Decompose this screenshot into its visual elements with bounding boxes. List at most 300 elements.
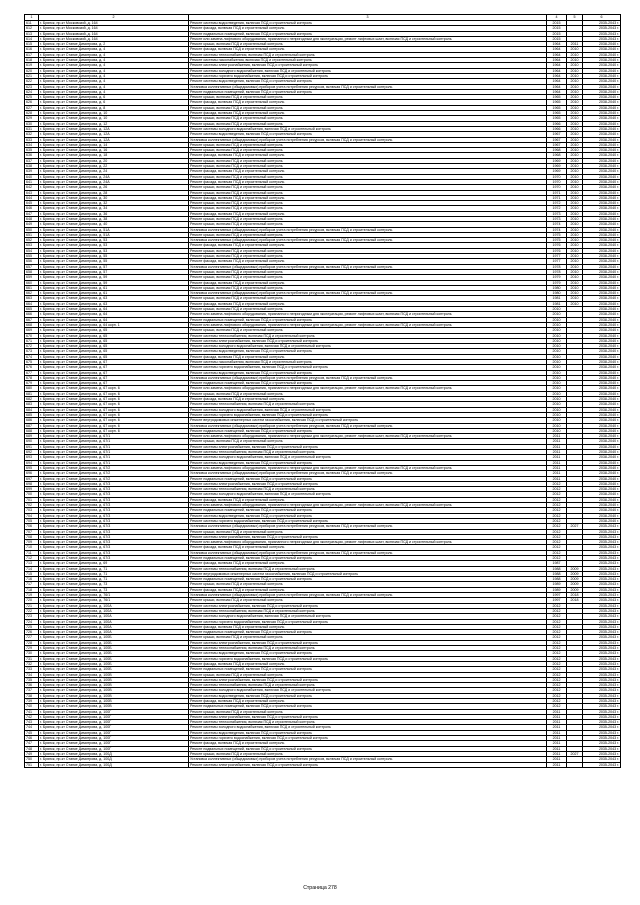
period-cell: 2035-2043 г. xyxy=(583,656,621,661)
work-type-cell: Ремонт подвальных помещений, включая ПСД и строительный контроль xyxy=(189,381,547,386)
build-year-cell: 2012 xyxy=(547,683,567,688)
build-year-cell: 1969 xyxy=(547,164,567,169)
work-type-cell: Ремонт системы теплоснабжения, включая ПСД и строительный контроль xyxy=(189,487,547,492)
header-cell: 4 xyxy=(547,15,567,21)
page-number: Страница 278 xyxy=(303,885,337,891)
work-type-cell: Ремонт фасада, включая ПСД и строительный контроль xyxy=(189,497,547,502)
period-cell: 2038-2040 г. xyxy=(583,52,621,57)
build-year-cell: 1972 xyxy=(547,201,567,206)
period-cell: 2035-2043 г. xyxy=(583,640,621,645)
work-type-cell: Установка коллективных (общедомовых) приборов учета потребления ресурсов, включая ПСД и строительный контроль xyxy=(189,137,547,142)
period-cell: 2035-2043 г. xyxy=(583,577,621,582)
row-number: 636 xyxy=(25,153,39,158)
work-type-cell: Ремонт подвальных помещений, включая ПСД и строительный контроль xyxy=(189,508,547,513)
period-cell: 2038-2040 г. xyxy=(583,238,621,243)
address-cell: г. Брянск, пр-кт Станке Димитрова, д. 67/1 xyxy=(39,460,189,465)
address-cell: г. Брянск, пр-кт Станке Димитрова, д. 12 xyxy=(39,121,189,126)
period-cell: 2035-2043 г. xyxy=(583,762,621,767)
work-type-cell: Ремонт подвальных помещений, включая ПСД и строительный контроль xyxy=(189,746,547,751)
address-cell: г. Брянск, пр-кт Станке Димитрова, д. 4 xyxy=(39,89,189,94)
work-type-cell: Ремонт фасада, включая ПСД и строительный контроль xyxy=(189,280,547,285)
period-cell: 2038-2040 г. xyxy=(583,269,621,274)
work-type-cell: Ремонт крыши, включая ПСД и строительный контроль xyxy=(189,391,547,396)
build-year-cell: 1966 xyxy=(547,121,567,126)
work-type-cell: Ремонт фасада, включая ПСД и строительный контроль xyxy=(189,179,547,184)
address-cell: г. Брянск, пр-кт Станке Димитрова, д. 4 xyxy=(39,84,189,89)
row-number: 715 xyxy=(25,571,39,576)
address-cell: г. Брянск, пр-кт Станке Димитрова, д. 100Г xyxy=(39,714,189,719)
build-year-cell: 1978 xyxy=(547,269,567,274)
address-cell: г. Брянск, пр-кт Станке Димитрова, д. 38 xyxy=(39,216,189,221)
build-year-cell: 1969 xyxy=(547,158,567,163)
row-number: 699 xyxy=(25,487,39,492)
work-type-cell: Ремонт системы горячего водоснабжения, включая ПСД и строительный контроль xyxy=(189,365,547,370)
row-number: 693 xyxy=(25,455,39,460)
build-year-cell: 2011 xyxy=(547,455,567,460)
work-type-cell: Ремонт или замена лифтового оборудования, признанного непригодным для эксплуатации, ремонт лифтовых шахт, включая ПСД и строительный контроль xyxy=(189,465,547,470)
repair-year-cell: 2010 xyxy=(567,275,583,280)
period-cell: 2038-2040 г. xyxy=(583,42,621,47)
repair-year-cell: 2010 xyxy=(567,190,583,195)
work-type-cell: Ремонт или замена лифтового оборудования, признанного непригодным для эксплуатации, ремонт лифтовых шахт, включая ПСД и строительный контроль xyxy=(189,434,547,439)
row-number: 648 xyxy=(25,216,39,221)
build-year-cell: 1971 xyxy=(547,190,567,195)
row-number: 712 xyxy=(25,555,39,560)
address-cell: г. Брянск, пр-кт Станке Димитрова, д. 67 корп. 6 xyxy=(39,386,189,391)
row-number: 721 xyxy=(25,603,39,608)
work-type-cell: Ремонт или замена лифтового оборудования, признанного непригодным для эксплуатации, ремонт лифтовых шахт, включая ПСД и строительный контроль xyxy=(189,386,547,391)
repair-year-cell: 2010 xyxy=(567,153,583,158)
build-year-cell: 2012 xyxy=(547,529,567,534)
build-year-cell: 2012 xyxy=(547,540,567,545)
build-year-cell: 2012 xyxy=(547,646,567,651)
work-type-cell: Ремонт системы теплоснабжения, включая ПСД и строительный контроль xyxy=(189,450,547,455)
repair-year-cell: 2010 xyxy=(567,164,583,169)
row-number: 716 xyxy=(25,577,39,582)
work-type-cell: Ремонт системы холодного водоснабжения, включая ПСД и строительный контроль xyxy=(189,688,547,693)
address-cell: г. Брянск, пр-кт Станке Димитрова, д. 73 xyxy=(39,582,189,587)
build-year-cell: 2012 xyxy=(547,513,567,518)
row-number: 655 xyxy=(25,254,39,259)
work-type-cell: Ремонт крыши, включая ПСД и строительный контроль xyxy=(189,158,547,163)
repair-year-cell: 2009 xyxy=(567,566,583,571)
build-year-cell: 1964 xyxy=(547,68,567,73)
work-type-cell: Ремонт системы горячего водоснабжения, включая ПСД и строительный контроль xyxy=(189,73,547,78)
row-number: 630 xyxy=(25,121,39,126)
row-number: 717 xyxy=(25,582,39,587)
build-year-cell: 2010 xyxy=(547,333,567,338)
work-type-cell: Установка коллективных (общедомовых) приборов учета потребления ресурсов, включая ПСД и строительный контроль xyxy=(189,264,547,269)
address-cell: г. Брянск, пр-кт Станке Димитрова, д. 67 корп. 6 xyxy=(39,412,189,417)
period-cell: 2035-2043 г. xyxy=(583,540,621,545)
address-cell: г. Брянск, пр-кт Станке Димитрова, д. 67/3 xyxy=(39,513,189,518)
period-cell: 2038-2040 г. xyxy=(583,89,621,94)
work-type-cell: Ремонт системы холодного водоснабжения, включая ПСД и строительный контроль xyxy=(189,344,547,349)
header-cell: 5 xyxy=(567,15,583,21)
work-type-cell: Ремонт крыши, включая ПСД и строительный контроль xyxy=(189,275,547,280)
period-cell: 2038-2040 г. xyxy=(583,285,621,290)
row-number: 737 xyxy=(25,688,39,693)
repair-year-cell: 2010 xyxy=(567,206,583,211)
row-number: 644 xyxy=(25,195,39,200)
period-cell: 2035-2043 г. xyxy=(583,608,621,613)
work-type-cell: Ремонт системы газоснабжения, включая ПСД и строительный контроль xyxy=(189,360,547,365)
header-cell: 1 xyxy=(25,15,39,21)
row-number: 684 xyxy=(25,407,39,412)
address-cell: г. Брянск, пр-кт Станке Димитрова, д. 64 xyxy=(39,317,189,322)
build-year-cell: 2010 xyxy=(547,381,567,386)
period-cell: 2035-2043 г. xyxy=(583,571,621,576)
address-cell: г. Брянск, пр-кт Станке Димитрова, д. 76/1 xyxy=(39,593,189,598)
row-number: 720 xyxy=(25,598,39,603)
build-year-cell: 1976 xyxy=(547,248,567,253)
row-number: 633 xyxy=(25,137,39,142)
registry-table-body xyxy=(25,15,621,768)
build-year-cell: 1978 xyxy=(547,264,567,269)
period-cell: 2035-2043 г. xyxy=(583,593,621,598)
period-cell: 2035-2043 г. xyxy=(583,545,621,550)
row-number: 657 xyxy=(25,264,39,269)
work-type-cell: Ремонт системы электроснабжения, включая ПСД и строительный контроль xyxy=(189,714,547,719)
repair-year-cell: 2011 xyxy=(567,42,583,47)
row-number: 748 xyxy=(25,746,39,751)
build-year-cell: 2012 xyxy=(547,550,567,555)
row-number: 663 xyxy=(25,296,39,301)
address-cell: г. Брянск, пр-кт Станке Димитрова, д. 67/3 xyxy=(39,540,189,545)
period-cell: 2038-2040 г. xyxy=(583,137,621,142)
row-number: 667 xyxy=(25,317,39,322)
address-cell: г. Брянск, пр-кт Станке Димитрова, д. 100Б xyxy=(39,646,189,651)
work-type-cell: Ремонт крыши, включая ПСД и строительный контроль xyxy=(189,185,547,190)
period-cell: 2038-2040 г. xyxy=(583,508,621,513)
period-cell: 2038-2040 г. xyxy=(583,412,621,417)
row-number: 621 xyxy=(25,73,39,78)
period-cell: 2038-2040 г. xyxy=(583,418,621,423)
header-cell: 3 xyxy=(189,15,547,21)
build-year-cell: 1973 xyxy=(547,216,567,221)
build-year-cell: 2011 xyxy=(547,434,567,439)
period-cell: 2038-2040 г. xyxy=(583,333,621,338)
address-cell: г. Брянск, пр-кт Станке Димитрова, д. 12А xyxy=(39,132,189,137)
period-cell: 2038-2040 г. xyxy=(583,465,621,470)
build-year-cell: 2011 xyxy=(547,757,567,762)
row-number: 705 xyxy=(25,518,39,523)
address-cell: г. Брянск, пр-кт Станке Димитрова, д. 100В xyxy=(39,699,189,704)
build-year-cell: 2012 xyxy=(547,699,567,704)
row-number: 680 xyxy=(25,386,39,391)
address-cell: г. Брянск, пр-кт Станке Димитрова, д. 67 корп. 6 xyxy=(39,423,189,428)
work-type-cell: Ремонт крыши, включая ПСД и строительный контроль xyxy=(189,105,547,110)
work-type-cell: Ремонт крыши, включая ПСД и строительный контроль xyxy=(189,269,547,274)
build-year-cell: 2011 xyxy=(547,465,567,470)
build-year-cell: 2015 xyxy=(547,36,567,41)
row-number: 688 xyxy=(25,428,39,433)
address-cell: г. Брянск, пр-кт Станке Димитрова, д. 53 xyxy=(39,238,189,243)
repair-year-cell: 2010 xyxy=(567,58,583,63)
address-cell: г. Брянск, пр-кт Станке Димитрова, д. 100Г xyxy=(39,709,189,714)
build-year-cell: 2012 xyxy=(547,624,567,629)
repair-year-cell: 2009 xyxy=(567,577,583,582)
repair-year-cell: 2010 xyxy=(567,142,583,147)
row-number: 744 xyxy=(25,725,39,730)
work-type-cell: Ремонт подвальных помещений, включая ПСД и строительный контроль xyxy=(189,476,547,481)
row-number: 641 xyxy=(25,179,39,184)
address-cell: г. Брянск, пр-кт Станке Димитрова, д. 100А xyxy=(39,614,189,619)
period-cell: 2035-2043 г. xyxy=(583,561,621,566)
address-cell: г. Брянск, пр-кт Станке Димитрова, д. 100В xyxy=(39,672,189,677)
row-number: 614 xyxy=(25,36,39,41)
build-year-cell: 1967 xyxy=(547,142,567,147)
row-number: 698 xyxy=(25,481,39,486)
address-cell: г. Брянск, пр-кт Станке Димитрова, д. 4 xyxy=(39,47,189,52)
repair-year-cell: 2010 xyxy=(567,269,583,274)
address-cell: г. Брянск, пр-кт Станке Димитрова, д. 65 xyxy=(39,333,189,338)
row-number: 642 xyxy=(25,185,39,190)
row-number: 629 xyxy=(25,116,39,121)
row-number: 742 xyxy=(25,714,39,719)
build-year-cell: 2010 xyxy=(547,365,567,370)
row-number: 668 xyxy=(25,322,39,327)
build-year-cell: 1981 xyxy=(547,296,567,301)
address-cell: г. Брянск, пр-кт Станке Димитрова, д. 67 xyxy=(39,381,189,386)
work-type-cell: Ремонт фасада, включая ПСД и строительный контроль xyxy=(189,47,547,52)
repair-year-cell: 2010 xyxy=(567,47,583,52)
work-type-cell: Установка коллективных (общедомовых) приборов учета потребления ресурсов, включая ПСД и строительный контроль xyxy=(189,375,547,380)
row-number: 749 xyxy=(25,751,39,756)
address-cell: г. Брянск, пр-кт Станке Димитрова, д. 100Д xyxy=(39,757,189,762)
row-number: 682 xyxy=(25,397,39,402)
work-type-cell: Установка коллективных (общедомовых) приборов учета потребления ресурсов, включая ПСД и строительный контроль xyxy=(189,227,547,232)
address-cell: г. Брянск, пр-кт Станке Димитрова, д. 100Г xyxy=(39,725,189,730)
address-cell: г. Брянск, пр-кт Станке Димитрова, д. 100Г xyxy=(39,730,189,735)
period-cell: 2038-2040 г. xyxy=(583,423,621,428)
address-cell: г. Брянск, пр-кт Станке Димитрова, д. 100Г xyxy=(39,746,189,751)
work-type-cell: Ремонт крыши, включая ПСД и строительный контроль xyxy=(189,635,547,640)
row-number: 646 xyxy=(25,206,39,211)
repair-year-cell: 2010 xyxy=(567,185,583,190)
period-cell: 2035-2043 г. xyxy=(583,693,621,698)
build-year-cell: 2010 xyxy=(547,312,567,317)
work-type-cell: Ремонт фасада, включая ПСД и строительный контроль xyxy=(189,301,547,306)
address-cell: г. Брянск, пр-кт Станке Димитрова, д. 100В xyxy=(39,704,189,709)
period-cell: 2038-2040 г. xyxy=(583,126,621,131)
build-year-cell: 1971 xyxy=(547,195,567,200)
build-year-cell: 2011 xyxy=(547,714,567,719)
build-year-cell: 2012 xyxy=(547,688,567,693)
repair-year-cell: 2010 xyxy=(567,116,583,121)
address-cell: г. Брянск, пр-кт Станке Димитрова, д. 76/1 xyxy=(39,598,189,603)
row-number: 723 xyxy=(25,614,39,619)
address-cell: г. Брянск, пр-кт Станке Димитрова, д. 67 xyxy=(39,365,189,370)
address-cell: г. Брянск, пр-кт Станке Димитрова, д. 67/3 xyxy=(39,497,189,502)
build-year-cell: 1997 xyxy=(547,593,567,598)
build-year-cell: 2012 xyxy=(547,635,567,640)
work-type-cell: Установка коллективных (общедомовых) приборов учета потребления ресурсов, включая ПСД и строительный контроль xyxy=(189,757,547,762)
row-number: 670 xyxy=(25,333,39,338)
work-type-cell: Ремонт крыши, включая ПСД и строительный контроль xyxy=(189,254,547,259)
address-cell: г. Брянск, пр-кт Станке Димитрова, д. 67/1 xyxy=(39,439,189,444)
build-year-cell: 2011 xyxy=(547,720,567,725)
period-cell: 2038-2040 г. xyxy=(583,84,621,89)
row-number: 710 xyxy=(25,545,39,550)
row-number: 694 xyxy=(25,460,39,465)
build-year-cell: 1964 xyxy=(547,42,567,47)
build-year-cell: 1975 xyxy=(547,232,567,237)
address-cell: г. Брянск, пр-кт Станке Димитрова, д. 16 xyxy=(39,148,189,153)
row-number: 697 xyxy=(25,476,39,481)
row-number: 683 xyxy=(25,402,39,407)
build-year-cell: 2012 xyxy=(547,704,567,709)
build-year-cell: 1964 xyxy=(547,73,567,78)
build-year-cell: 1965 xyxy=(547,95,567,100)
period-cell: 2038-2040 г. xyxy=(583,354,621,359)
build-year-cell: 2010 xyxy=(547,349,567,354)
build-year-cell: 1968 xyxy=(547,153,567,158)
build-year-cell: 1964 xyxy=(547,58,567,63)
work-type-cell: Ремонт крыши, включая ПСД и строительный контроль xyxy=(189,142,547,147)
row-number: 730 xyxy=(25,651,39,656)
address-cell: г. Брянск, пр-кт Станке Димитрова, д. 67/3 xyxy=(39,529,189,534)
build-year-cell: 1988 xyxy=(547,577,567,582)
period-cell: 2038-2040 г. xyxy=(583,248,621,253)
period-cell: 2038-2040 г. xyxy=(583,222,621,227)
row-number: 628 xyxy=(25,111,39,116)
row-number: 653 xyxy=(25,243,39,248)
build-year-cell: 1964 xyxy=(547,47,567,52)
work-type-cell: Установка коллективных (общедомовых) приборов учета потребления ресурсов, включая ПСД и строительный контроль xyxy=(189,423,547,428)
period-cell: 2038-2040 г. xyxy=(583,211,621,216)
period-cell: 2035-2043 г. xyxy=(583,598,621,603)
repair-year-cell: 2010 xyxy=(567,174,583,179)
row-number: 652 xyxy=(25,238,39,243)
build-year-cell: 2012 xyxy=(547,603,567,608)
address-cell: г. Брянск, пр-кт Станке Димитрова, д. 67/3 xyxy=(39,481,189,486)
row-number: 666 xyxy=(25,312,39,317)
row-number: 685 xyxy=(25,412,39,417)
work-type-cell: Ремонт крыши, включая ПСД и строительный контроль xyxy=(189,296,547,301)
work-type-cell: Ремонт системы теплоснабжения, включая ПСД и строительный контроль xyxy=(189,683,547,688)
work-type-cell: Ремонт системы электроснабжения, включая ПСД и строительный контроль xyxy=(189,677,547,682)
address-cell: г. Брянск, пр-кт Станке Димитрова, д. 100В xyxy=(39,677,189,682)
repair-year-cell: 2010 xyxy=(567,291,583,296)
row-number: 665 xyxy=(25,307,39,312)
address-cell: г. Брянск, пр-кт Станке Димитрова, д. 24А xyxy=(39,174,189,179)
period-cell: 2035-2043 г. xyxy=(583,709,621,714)
build-year-cell: 2010 xyxy=(547,402,567,407)
build-year-cell: 2012 xyxy=(547,492,567,497)
build-year-cell: 1965 xyxy=(547,100,567,105)
work-type-cell: Ремонт системы водоотведения, включая ПСД и строительный контроль xyxy=(189,730,547,735)
work-type-cell: Ремонт системы горячего водоснабжения, включая ПСД и строительный контроль xyxy=(189,619,547,624)
period-cell: 2038-2040 г. xyxy=(583,402,621,407)
build-year-cell: 2011 xyxy=(547,762,567,767)
address-cell: г. Брянск, пр-кт Станке Димитрова, д. 67 xyxy=(39,375,189,380)
period-cell: 2038-2040 г. xyxy=(583,450,621,455)
build-year-cell: 1972 xyxy=(547,206,567,211)
row-number: 611 xyxy=(25,21,39,26)
address-cell: г. Брянск, пр-кт Станке Димитрова, д. 55 xyxy=(39,259,189,264)
row-number: 714 xyxy=(25,566,39,571)
row-number: 743 xyxy=(25,720,39,725)
work-type-cell: Ремонт крыши, включая ПСД и строительный контроль xyxy=(189,174,547,179)
period-cell: 2038-2040 г. xyxy=(583,190,621,195)
repair-year-cell: 2010 xyxy=(567,259,583,264)
work-type-cell: Ремонт крыши, включая ПСД и строительный контроль xyxy=(189,328,547,333)
work-type-cell: Ремонт крыши, включая ПСД и строительный контроль xyxy=(189,285,547,290)
period-cell: 2035-2043 г. xyxy=(583,21,621,26)
build-year-cell: 2015 xyxy=(547,26,567,31)
row-number: 736 xyxy=(25,683,39,688)
work-type-cell: Ремонт подвальных помещений, включая ПСД и строительный контроль xyxy=(189,577,547,582)
build-year-cell: 2012 xyxy=(547,667,567,672)
work-type-cell: Ремонт крыши, включая ПСД и строительный контроль xyxy=(189,216,547,221)
row-number: 638 xyxy=(25,164,39,169)
build-year-cell: 2011 xyxy=(547,471,567,476)
address-cell: г. Брянск, пр-кт Московский, д. 164 xyxy=(39,36,189,41)
build-year-cell: 1979 xyxy=(547,275,567,280)
work-type-cell: Ремонт крыши, включая ПСД и строительный контроль xyxy=(189,116,547,121)
build-year-cell: 2012 xyxy=(547,661,567,666)
work-type-cell: Ремонт системы горячего водоснабжения, включая ПСД и строительный контроль xyxy=(189,736,547,741)
period-cell: 2038-2040 г. xyxy=(583,503,621,508)
repair-year-cell: 2010 xyxy=(567,84,583,89)
row-number: 649 xyxy=(25,222,39,227)
row-number: 612 xyxy=(25,26,39,31)
address-cell: г. Брянск, пр-кт Станке Димитрова, д. 67/2 xyxy=(39,476,189,481)
row-number: 678 xyxy=(25,375,39,380)
work-type-cell: Ремонт системы горячего водоснабжения, включая ПСД и строительный контроль xyxy=(189,412,547,417)
work-type-cell: Ремонт подвальных помещений, включая ПСД и строительный контроль xyxy=(189,317,547,322)
address-cell: г. Брянск, пр-кт Станке Димитрова, д. 26 xyxy=(39,185,189,190)
row-number: 677 xyxy=(25,370,39,375)
row-number: 740 xyxy=(25,704,39,709)
repair-year-cell: 2010 xyxy=(567,201,583,206)
period-cell: 2035-2043 г. xyxy=(583,741,621,746)
row-number: 741 xyxy=(25,709,39,714)
row-number: 686 xyxy=(25,418,39,423)
address-cell: г. Брянск, пр-кт Станке Димитрова, д. 65 xyxy=(39,344,189,349)
row-number: 632 xyxy=(25,132,39,137)
work-type-cell: Ремонт крыши, включая ПСД и строительный контроль xyxy=(189,709,547,714)
address-cell: г. Брянск, пр-кт Станке Димитрова, д. 71 xyxy=(39,577,189,582)
work-type-cell: Ремонт крыши, включая ПСД и строительный контроль xyxy=(189,598,547,603)
work-type-cell: Ремонт фасада, включая ПСД и строительный контроль xyxy=(189,169,547,174)
build-year-cell: 2011 xyxy=(547,450,567,455)
work-type-cell: Ремонт фасада, включая ПСД и строительный контроль xyxy=(189,211,547,216)
build-year-cell: 2012 xyxy=(547,640,567,645)
address-cell: г. Брянск, пр-кт Станке Димитрова, д. 4 xyxy=(39,73,189,78)
row-number: 739 xyxy=(25,699,39,704)
work-type-cell: Ремонт системы горячего водоснабжения, включая ПСД и строительный контроль xyxy=(189,656,547,661)
period-cell: 2035-2043 г. xyxy=(583,555,621,560)
period-cell: 2038-2040 г. xyxy=(583,360,621,365)
address-cell: г. Брянск, пр-кт Станке Димитрова, д. 14 xyxy=(39,142,189,147)
build-year-cell: 2012 xyxy=(547,555,567,560)
period-cell: 2038-2040 г. xyxy=(583,381,621,386)
address-cell: г. Брянск, пр-кт Станке Димитрова, д. 67 xyxy=(39,370,189,375)
build-year-cell: 2010 xyxy=(547,375,567,380)
period-cell: 2035-2043 г. xyxy=(583,630,621,635)
work-type-cell: Ремонт системы водоотведения, включая ПСД и строительный контроль xyxy=(189,370,547,375)
work-type-cell: Ремонт системы электроснабжения, включая ПСД и строительный контроль xyxy=(189,63,547,68)
address-cell: г. Брянск, пр-кт Станке Димитрова, д. 67/3 xyxy=(39,492,189,497)
work-type-cell: Ремонт фасада, включая ПСД и строительный контроль xyxy=(189,26,547,31)
work-type-cell: Ремонт системы водоотведения, включая ПСД и строительный контроль xyxy=(189,460,547,465)
work-type-cell: Ремонт фасада, включая ПСД и строительный контроль xyxy=(189,561,547,566)
table-row xyxy=(25,762,621,767)
row-number: 658 xyxy=(25,269,39,274)
row-number: 640 xyxy=(25,174,39,179)
